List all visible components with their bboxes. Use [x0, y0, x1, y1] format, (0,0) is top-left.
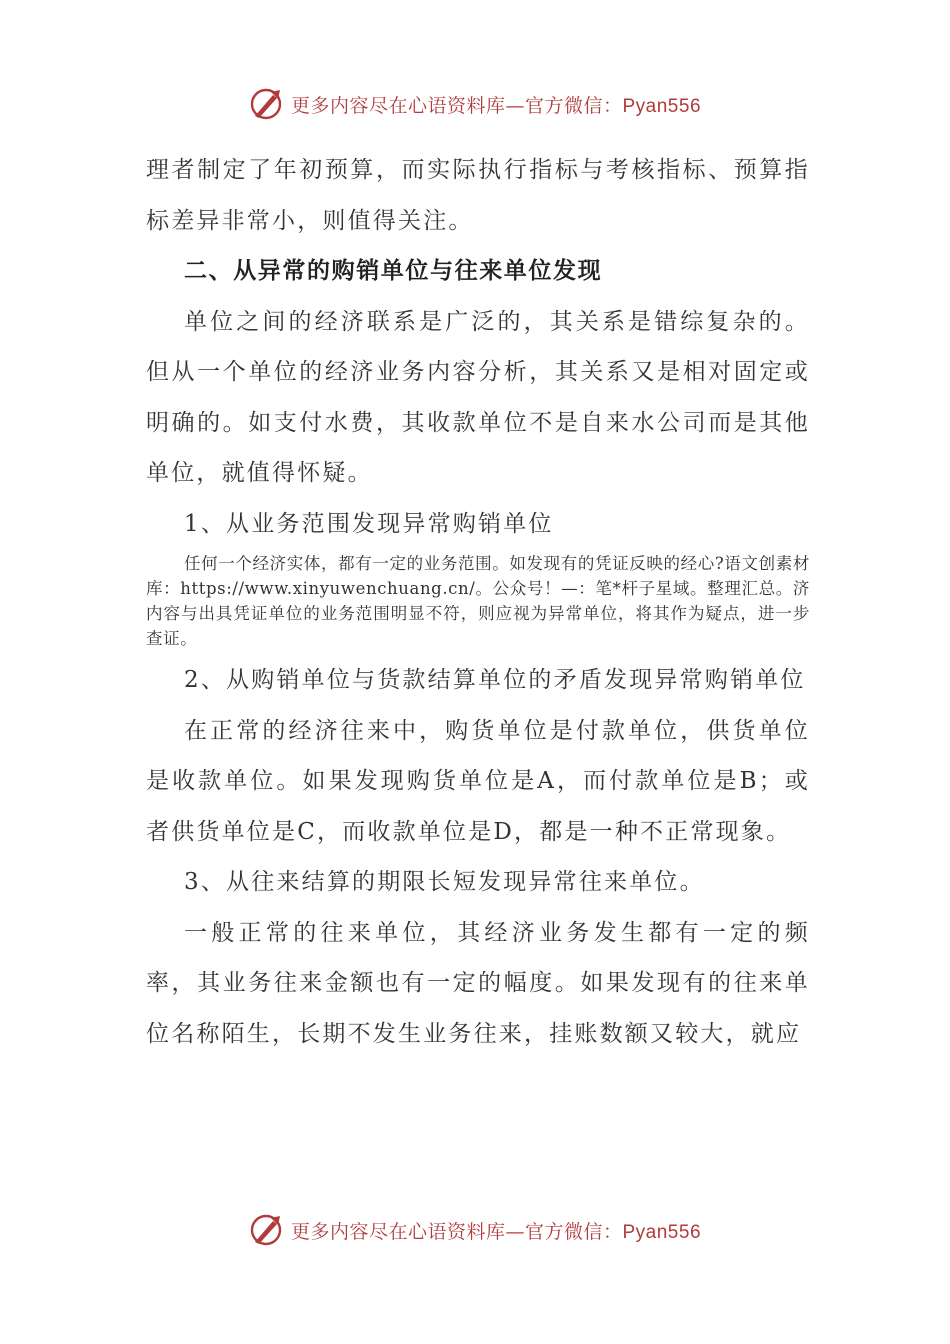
footer-watermark-text: 更多内容尽在心语资料库—官方微信：Pyan556 — [290, 1220, 702, 1243]
document-body — [146, 145, 810, 1059]
paragraph-units: 单位之间的经济联系是广泛的，其关系是错综复杂的。但从一个单位的经济业务内容分析，其关系又是相对固定或明确的。如支付水费，其收款单位不是自来水公司而是其他单位，就值得怀疑。 — [146, 308, 810, 486]
pen-logo-icon — [249, 1212, 285, 1248]
footer-wechat-id: Pyan556 — [622, 1221, 702, 1243]
paragraph-business-scope: 任何一个经济实体，都有一定的业务范围。如发现有的凭证反映的经心?语文创素材库：https://www.xinyuwenchuang.cn/。公众号！—：笔*杆子星域。整理汇总。济内容与出具凭证单位的业务范围明显不符，则应视为异常单位，将其作为疑点，进一步查证。 — [146, 554, 810, 648]
footer-watermark — [0, 1210, 950, 1250]
subheading-business-scope: 1、从业务范围发现异常购销单位 — [184, 510, 554, 537]
paragraph-budget: 理者制定了年初预算，而实际执行指标与考核指标、预算指标差异非常小，则值得关注。 — [146, 157, 810, 234]
paragraph-settlement-period: 一般正常的往来单位，其经济业务发生都有一定的频率，其业务往来金额也有一定的幅度。如果发现有的往来单位名称陌生，长期不发生业务往来，挂账数额又较大，就应 — [146, 919, 810, 1047]
header-watermark-text: 更多内容尽在心语资料库—官方微信：Pyan556 — [290, 94, 702, 117]
pen-logo-icon — [249, 86, 285, 122]
subheading-settlement: 2、从购销单位与货款结算单位的矛盾发现异常购销单位 — [184, 667, 806, 693]
header-wechat-id: Pyan556 — [622, 95, 702, 117]
subheading-settlement-period: 3、从往来结算的期限长短发现异常往来单位。 — [184, 869, 705, 895]
section-heading: 二、从异常的购销单位与往来单位发现 — [184, 257, 603, 284]
header-watermark — [0, 84, 950, 124]
paragraph-settlement: 在正常的经济往来中，购货单位是付款单位，供货单位是收款单位。如果发现购货单位是A，而付款单位是B；或者供货单位是C，而收款单位是D，都是一种不正常现象。 — [146, 717, 810, 845]
